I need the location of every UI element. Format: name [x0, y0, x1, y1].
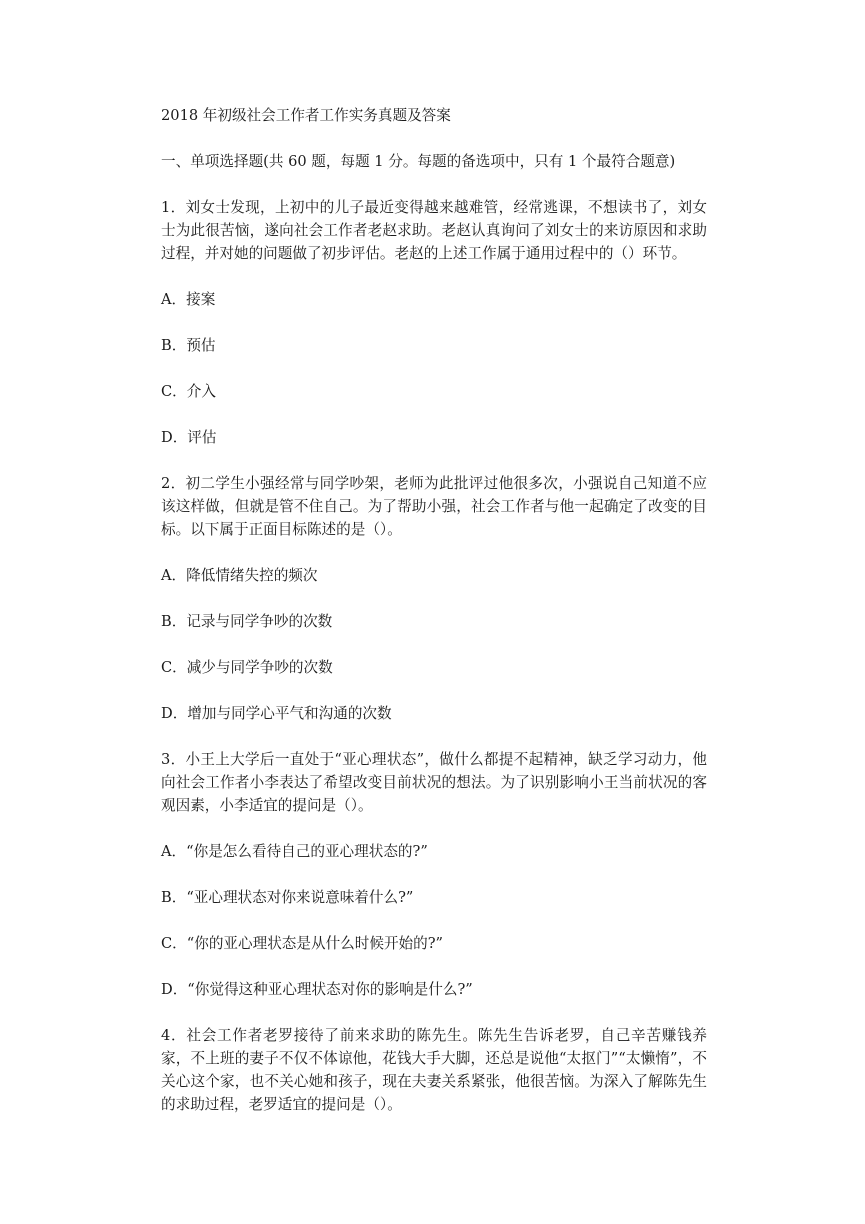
question-3-option-b: B．“亚心理状态对你来说意味着什么?”	[161, 889, 414, 906]
question-2-option-b: B．记录与同学争吵的次数	[161, 613, 333, 630]
question-3-option-d: D．“你觉得这种亚心理状态对你的影响是什么?”	[161, 981, 473, 998]
question-3-option-c: C．“你的亚心理状态是从什么时候开始的?”	[161, 935, 444, 952]
question-2-option-c: C．减少与同学争吵的次数	[161, 659, 333, 676]
document-title: 2018 年初级社会工作者工作实务真题及答案	[161, 107, 451, 124]
question-4: 4．社会工作者老罗接待了前来求助的陈先生。陈先生告诉老罗，自己辛苦赚钱养家，不上班的妻子不仅不体谅他，花钱大手大脚，还总是说他“太抠门”“太懒惰”，不关心这个家，也不关心她和孩子，现在夫妻关系紧张，他很苦恼。为深入了解陈先生的求助过程，老罗适宜的提问是（）。	[161, 1027, 707, 1113]
question-1-option-a: A．接案	[161, 291, 216, 308]
question-1-option-d: D．评估	[161, 429, 217, 446]
question-2: 2．初二学生小强经常与同学吵架，老师为此批评过他很多次，小强说自己知道不应该这样做，但就是管不住自己。为了帮助小强，社会工作者与他一起确定了改变的目标。以下属于正面目标陈述的是（）。	[161, 475, 707, 538]
question-3: 3．小王上大学后一直处于“亚心理状态”，做什么都提不起精神，缺乏学习动力，他向社会工作者小李表达了希望改变目前状况的想法。为了识别影响小王当前状况的客观因素，小李适宜的提问是（）。	[161, 751, 707, 814]
question-2-option-d: D．增加与同学心平气和沟通的次数	[161, 705, 392, 722]
section-heading: 一、单项选择题(共 60 题，每题 1 分。每题的备选项中，只有 1 个最符合题意)	[161, 153, 676, 170]
question-1-option-c: C．介入	[161, 383, 216, 400]
question-2-option-a: A．降低情绪失控的频次	[161, 567, 318, 584]
question-3-option-a: A．“你是怎么看待自己的亚心理状态的?”	[161, 843, 428, 860]
question-1: 1．刘女士发现，上初中的儿子最近变得越来越难管，经常逃课，不想读书了，刘女士为此很苦恼，遂向社会工作者老赵求助。老赵认真询问了刘女士的来访原因和求助过程，并对她的问题做了初步评估。老赵的上述工作属于通用过程中的（）环节。	[161, 199, 707, 262]
question-1-option-b: B．预估	[161, 337, 216, 354]
document-body	[161, 104, 707, 1139]
